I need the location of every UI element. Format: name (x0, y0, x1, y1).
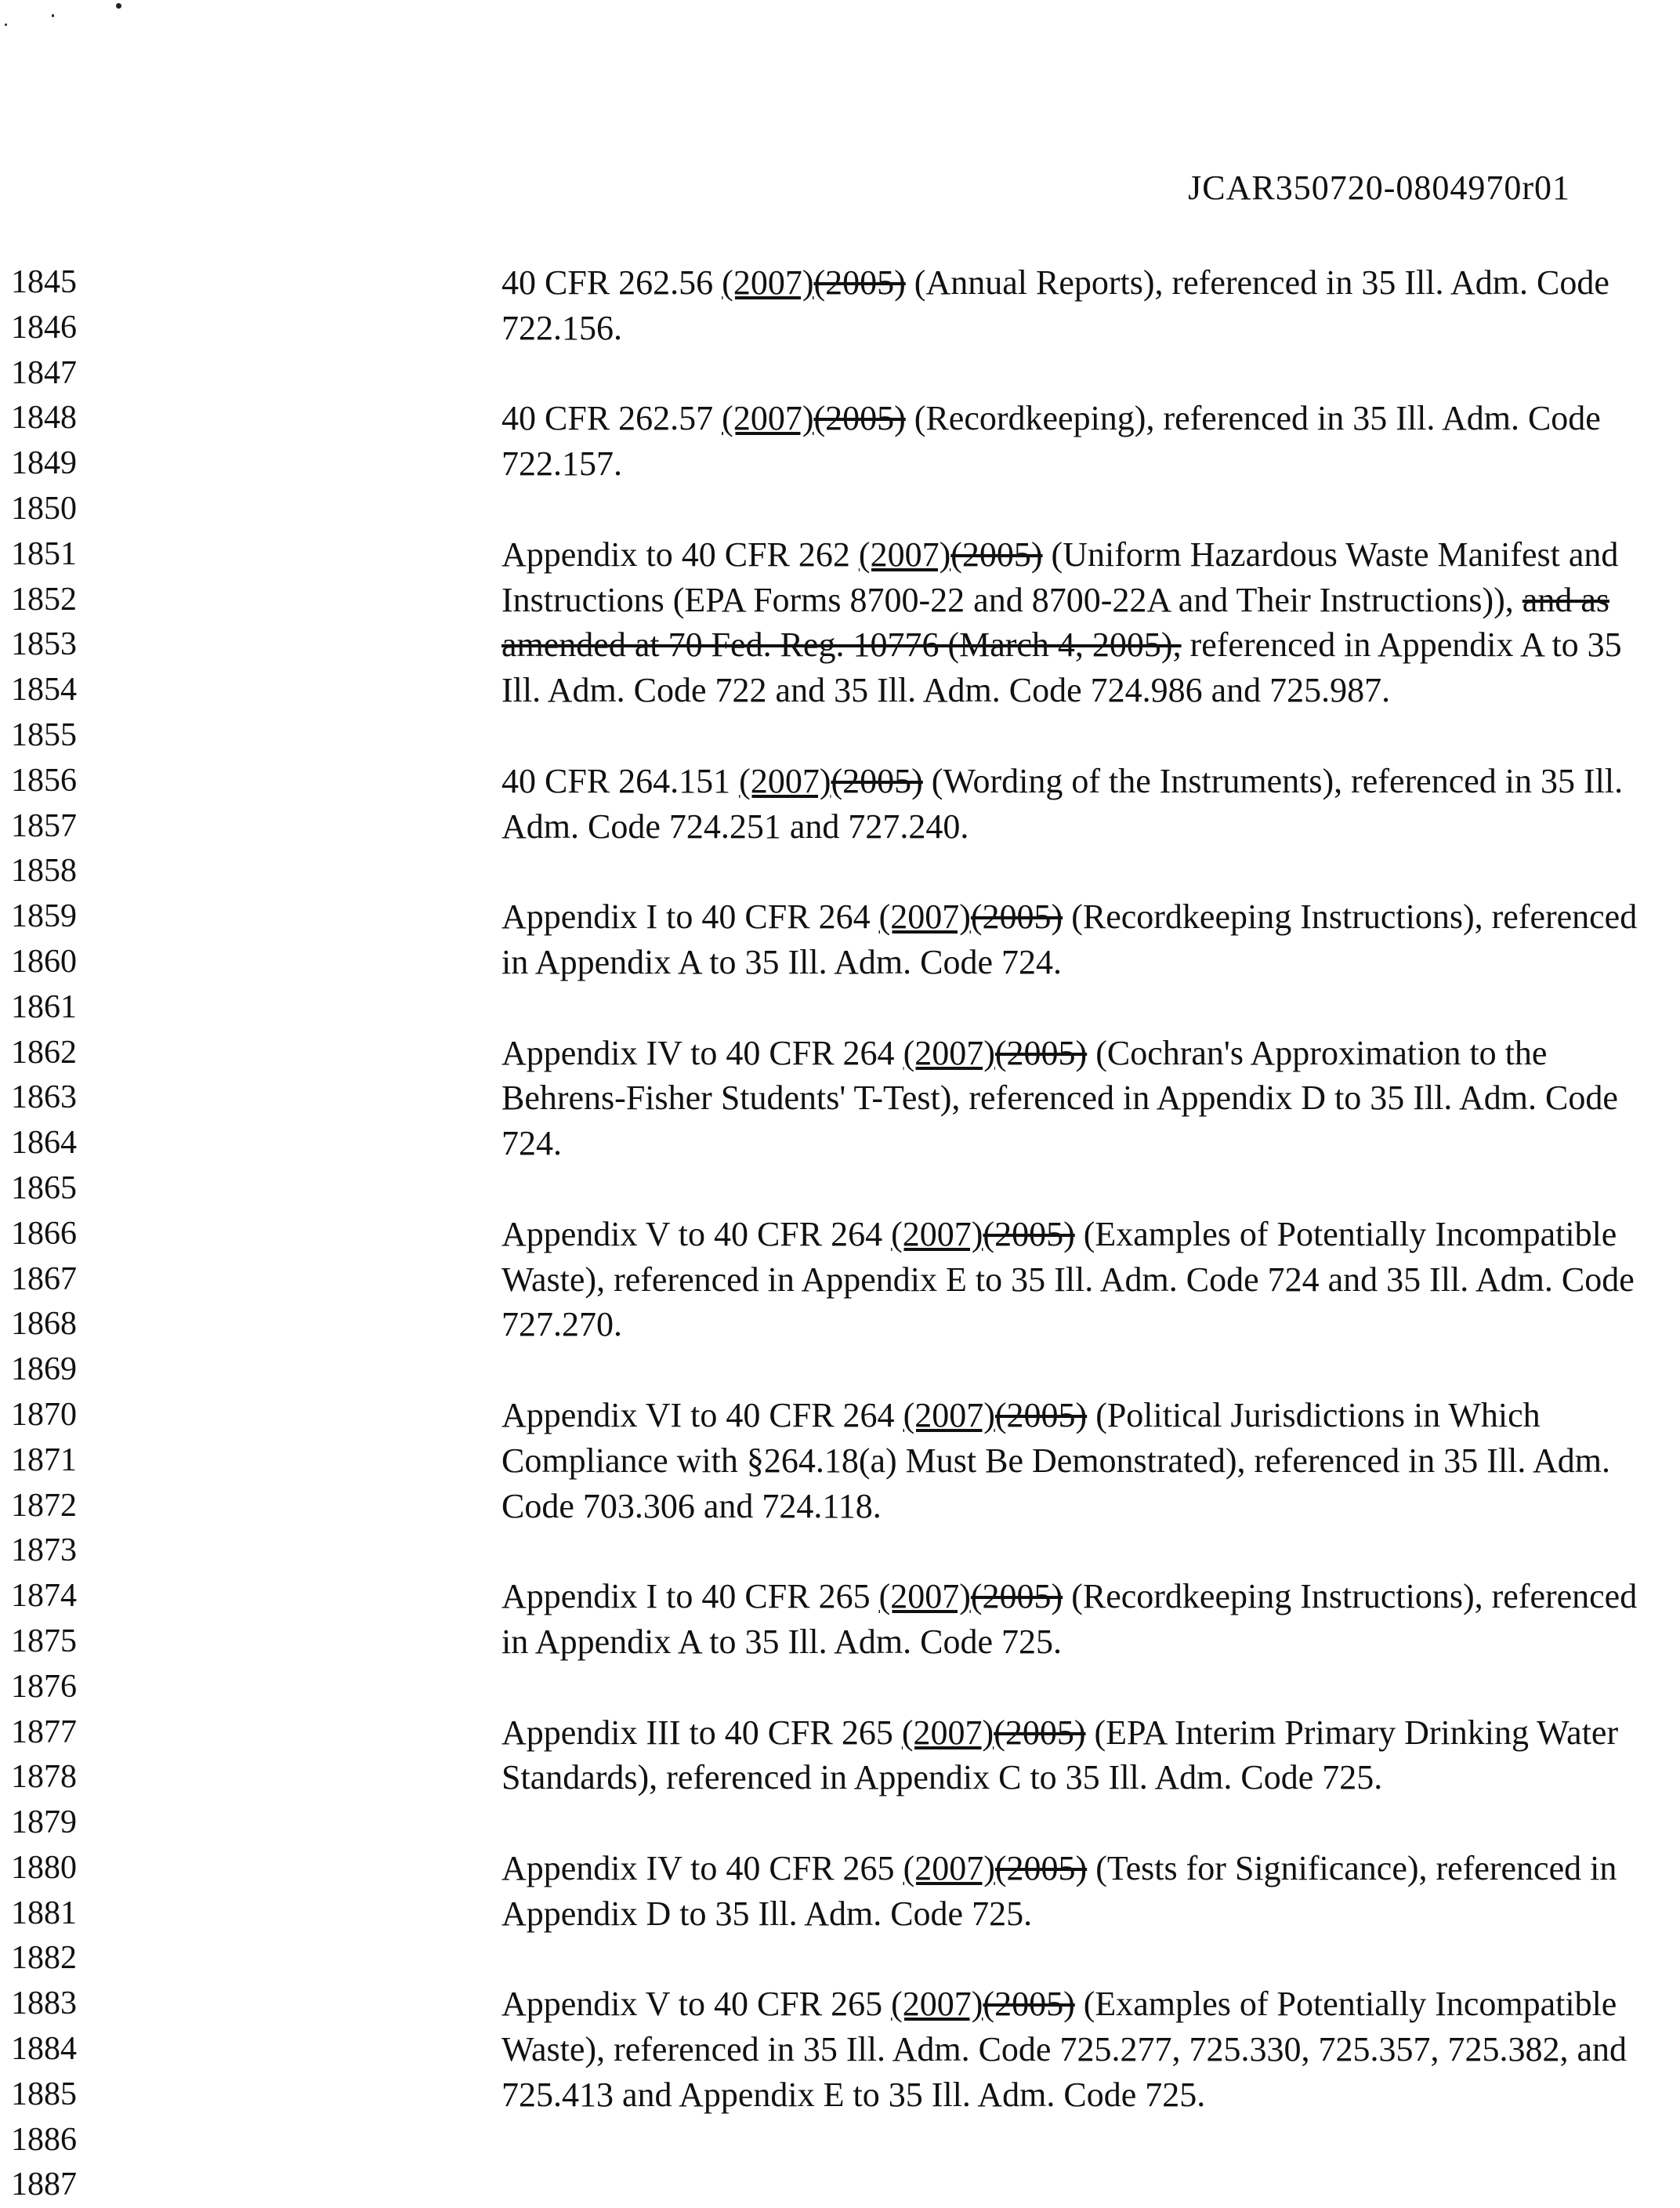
entry-citation: 40 CFR 262.57 (501, 399, 722, 438)
inserted-year: (2007) (878, 897, 971, 937)
deleted-year: (2005) (994, 1033, 1088, 1072)
reference-entry (501, 1393, 1669, 1528)
entry-description: (Political Jurisdictions in Which Compliance with §264.18(a) Must Be Demonstrated), referenced in 35 Ill. Adm. Code 703.306 and 724.118. (501, 1395, 1610, 1525)
line-number: 1872 (11, 1487, 77, 1524)
deleted-text: and as amended at 70 Fed. Reg. 10776 (March 4, 2005), (501, 580, 1609, 665)
inserted-year: (2007) (858, 535, 951, 574)
reference-list (501, 260, 1669, 2163)
line-number: 1857 (11, 807, 77, 844)
inserted-year: (2007) (903, 1395, 995, 1434)
entry-description: (Annual Reports), referenced in 35 Ill. Adm. Code 722.156. (501, 263, 1609, 347)
line-number: 1856 (11, 762, 77, 799)
line-number: 1862 (11, 1034, 77, 1071)
inserted-year: (2007) (722, 399, 814, 438)
line-number: 1854 (11, 672, 77, 709)
entry-citation: Appendix V to 40 CFR 265 (501, 1985, 892, 2024)
deleted-year: (2005) (950, 535, 1043, 574)
line-number: 1878 (11, 1759, 77, 1796)
entry-description: (Recordkeeping Instructions), referenced in Appendix A to 35 Ill. Adm. Code 725. (501, 1577, 1638, 1661)
deleted-year: (2005) (813, 399, 906, 438)
line-number: 1846 (11, 309, 77, 346)
line-number: 1864 (11, 1125, 77, 1162)
entry-description: (Wording of the Instruments), referenced in 35 Ill. Adm. Code 724.251 and 727.240. (501, 761, 1624, 846)
entry-description: (Examples of Potentially Incompatible Waste), referenced in 35 Ill. Adm. Code 725.277, 725.330, 725.357, 725.382, and 725.413 and Appendix E to 35 Ill. Adm. Code 725. (501, 1985, 1627, 2114)
line-number: 1859 (11, 898, 77, 935)
line-number: 1867 (11, 1260, 77, 1297)
line-number: 1886 (11, 2121, 77, 2158)
inserted-year: (2007) (903, 1033, 995, 1072)
entry-citation: Appendix IV to 40 CFR 264 (501, 1033, 903, 1072)
line-number: 1858 (11, 853, 77, 890)
line-number: 1887 (11, 2166, 77, 2203)
line-number: 1860 (11, 943, 77, 980)
line-number: 1882 (11, 1940, 77, 1977)
deleted-year: (2005) (970, 1577, 1063, 1616)
inserted-year: (2007) (878, 1577, 971, 1616)
entry-description: (Examples of Potentially Incompatible Waste), referenced in Appendix E to 35 Ill. Adm. Code 724 and 35 Ill. Adm. Code 727.270. (501, 1214, 1635, 1344)
entry-citation: Appendix I to 40 CFR 265 (501, 1577, 879, 1616)
reference-entry (501, 260, 1669, 351)
entry-description: (EPA Interim Primary Drinking Water Standards), referenced in Appendix C to 35 Ill. Adm. Code 725. (501, 1713, 1619, 1797)
line-number: 1885 (11, 2076, 77, 2112)
line-number: 1883 (11, 1985, 77, 2022)
reference-entry (501, 1574, 1669, 1665)
deleted-year: (2005) (831, 761, 923, 800)
entry-citation: 40 CFR 262.56 (501, 263, 722, 302)
line-number: 1847 (11, 354, 77, 391)
line-number: 1855 (11, 716, 77, 753)
scan-speck (116, 3, 121, 9)
deleted-year: (2005) (994, 1713, 1086, 1752)
reference-entry (501, 1981, 1669, 2117)
inserted-year: (2007) (903, 1848, 995, 1887)
line-number: 1875 (11, 1622, 77, 1659)
line-number: 1877 (11, 1713, 77, 1750)
line-number: 1849 (11, 445, 77, 482)
inserted-year: (2007) (901, 1713, 994, 1752)
document-id: JCAR350720-0804970r01 (1188, 169, 1570, 207)
line-number: 1881 (11, 1894, 77, 1931)
reference-entry (501, 1031, 1669, 1166)
entry-citation: Appendix III to 40 CFR 265 (501, 1713, 902, 1752)
line-number: 1865 (11, 1169, 77, 1206)
line-number: 1880 (11, 1849, 77, 1886)
line-number: 1868 (11, 1306, 77, 1343)
entry-description: (Recordkeeping Instructions), referenced in Appendix A to 35 Ill. Adm. Code 724. (501, 897, 1638, 981)
deleted-year: (2005) (994, 1848, 1088, 1887)
deleted-year: (2005) (994, 1395, 1088, 1434)
line-number: 1879 (11, 1804, 77, 1841)
entry-citation: Appendix V to 40 CFR 264 (501, 1214, 892, 1253)
reference-entry (501, 396, 1669, 487)
line-number: 1861 (11, 988, 77, 1025)
inserted-year: (2007) (722, 263, 814, 302)
entry-description: (Uniform Hazardous Waste Manifest and Instructions (EPA Forms 8700-22 and 8700-22A and Their Instructions)), (501, 535, 1619, 619)
line-number: 1851 (11, 535, 77, 572)
entry-citation: Appendix to 40 CFR 262 (501, 535, 859, 574)
inserted-year: (2007) (891, 1214, 983, 1253)
reference-entry (501, 1212, 1669, 1347)
line-number: 1873 (11, 1532, 77, 1569)
line-number: 1866 (11, 1215, 77, 1252)
line-number: 1863 (11, 1079, 77, 1116)
scan-speck (5, 24, 7, 26)
deleted-year: (2005) (983, 1985, 1075, 2024)
line-number: 1850 (11, 490, 77, 527)
reference-entry (501, 1846, 1669, 1937)
reference-entry (501, 1710, 1669, 1801)
line-number-column (11, 260, 105, 2208)
deleted-year: (2005) (813, 263, 906, 302)
reference-entry (501, 894, 1669, 985)
entry-citation: Appendix IV to 40 CFR 265 (501, 1848, 903, 1887)
line-number: 1876 (11, 1668, 77, 1705)
line-number: 1874 (11, 1578, 77, 1615)
line-number: 1853 (11, 626, 77, 663)
inserted-year: (2007) (891, 1985, 983, 2024)
reference-entry (501, 759, 1669, 850)
entry-citation: 40 CFR 264.151 (501, 761, 740, 800)
line-number: 1852 (11, 581, 77, 618)
inserted-year: (2007) (739, 761, 831, 800)
entry-citation: Appendix I to 40 CFR 264 (501, 897, 879, 937)
deleted-year: (2005) (970, 897, 1063, 937)
deleted-year: (2005) (983, 1214, 1075, 1253)
scan-speck (52, 14, 54, 17)
entry-description-continued: referenced in Appendix A to 35 Ill. Adm. Code 722 and 35 Ill. Adm. Code 724.986 and 725.987. (501, 625, 1622, 710)
entry-description: (Recordkeeping), referenced in 35 Ill. Adm. Code 722.157. (501, 399, 1601, 484)
entry-description: (Tests for Significance), referenced in Appendix D to 35 Ill. Adm. Code 725. (501, 1848, 1617, 1933)
line-number: 1884 (11, 2031, 77, 2068)
line-number: 1845 (11, 264, 77, 300)
reference-entry (501, 532, 1669, 713)
line-number: 1869 (11, 1351, 77, 1388)
line-number: 1871 (11, 1441, 77, 1478)
entry-citation: Appendix VI to 40 CFR 264 (501, 1395, 903, 1434)
line-number: 1870 (11, 1396, 77, 1433)
line-number: 1848 (11, 400, 77, 437)
entry-description: (Cochran's Approximation to the Behrens-Fisher Students' T-Test), referenced in Appendix D to 35 Ill. Adm. Code 724. (501, 1033, 1618, 1163)
